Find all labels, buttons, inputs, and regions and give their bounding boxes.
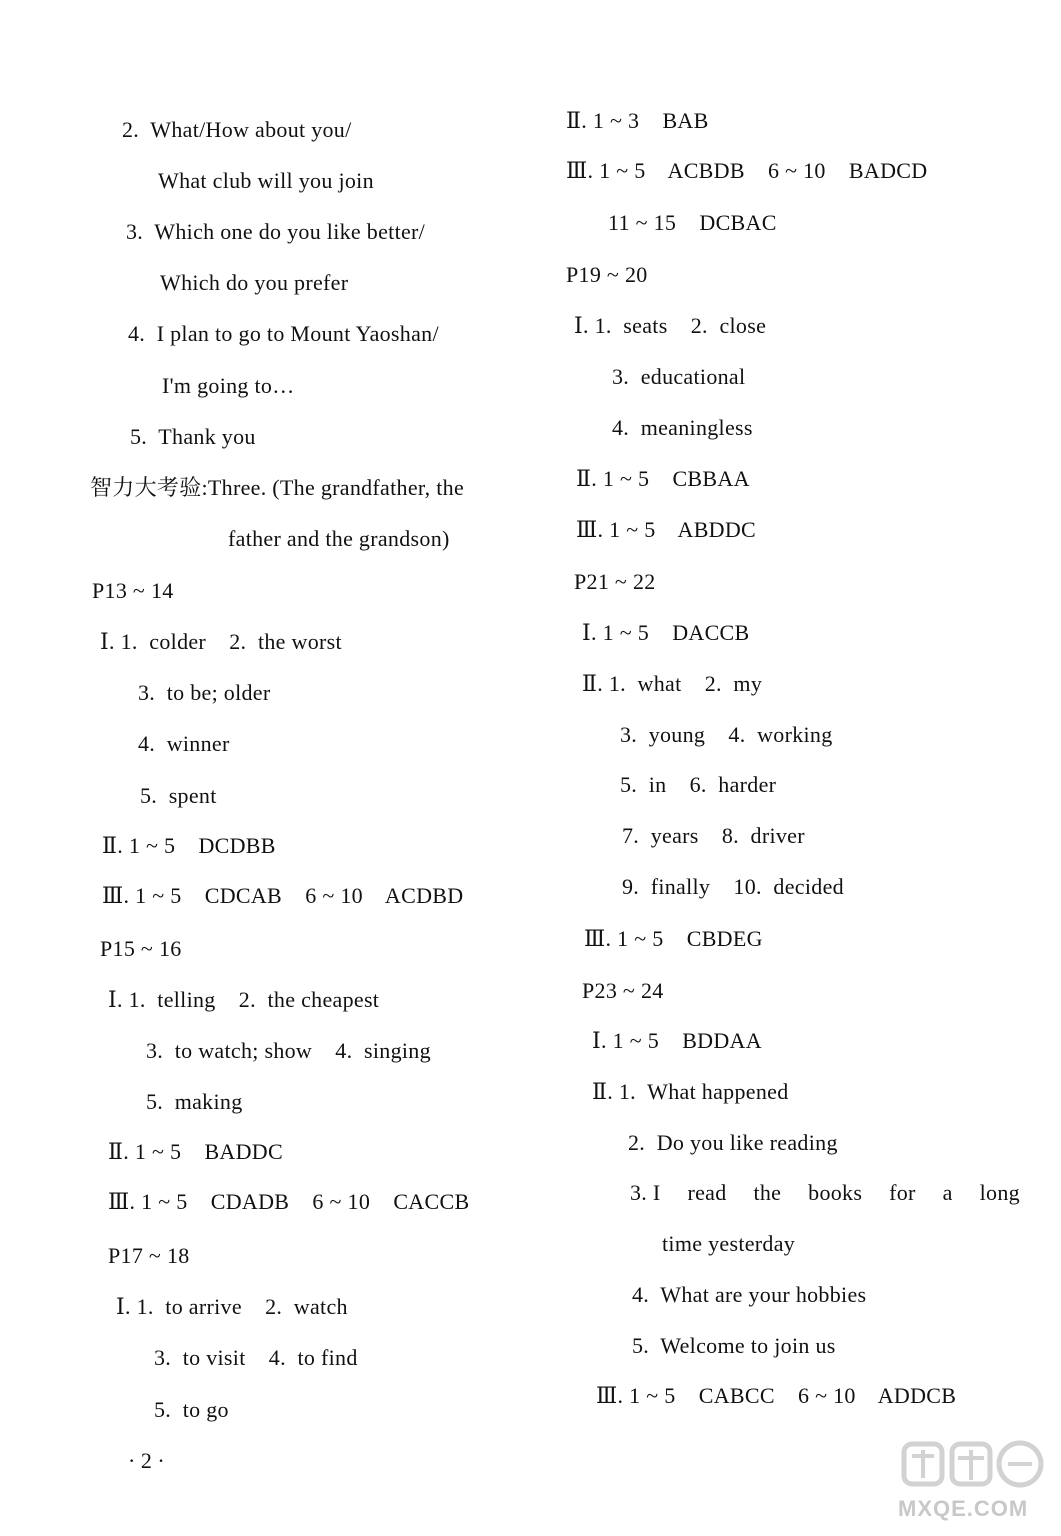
answer-line: 4. What are your hobbies — [632, 1282, 867, 1307]
page-range-heading: P15 ~ 16 — [100, 936, 182, 961]
answer-line: 3. Which one do you like better/ — [126, 219, 426, 244]
answer-line: father and the grandson) — [228, 526, 450, 551]
watermark-text: MXQE.COM — [898, 1496, 1029, 1521]
word: for — [889, 1180, 916, 1205]
word: a — [942, 1180, 953, 1205]
answer-line: Ⅱ. 1 ~ 5 BADDC — [108, 1139, 283, 1164]
answer-line: Ⅱ. 1. what 2. my — [582, 671, 763, 696]
answer-line: Ⅰ. 1. colder 2. the worst — [100, 629, 342, 654]
answer-line: 3. to be; older — [138, 680, 271, 705]
page-range-heading: P23 ~ 24 — [582, 978, 664, 1003]
page-number: · 2 · — [128, 1448, 165, 1473]
answer-line: Which do you prefer — [160, 270, 349, 295]
answer-line: 3. young 4. working — [620, 722, 833, 747]
answer-line: Ⅰ. 1. telling 2. the cheapest — [108, 987, 380, 1012]
answer-line: 4. I plan to go to Mount Yaoshan/ — [128, 321, 439, 346]
word: the — [753, 1180, 782, 1205]
answer-line: Ⅰ. 1 ~ 5 DACCB — [582, 620, 750, 645]
answer-line: 2. Do you like reading — [628, 1130, 838, 1155]
answer-line: 2. What/How about you/ — [122, 117, 352, 142]
answer-line: 4. meaningless — [612, 415, 753, 440]
answer-line: Ⅰ. 1. to arrive 2. watch — [116, 1294, 348, 1319]
answer-line: Ⅲ. 1 ~ 5 ACBDB 6 ~ 10 BADCD — [566, 158, 928, 183]
answer-line: 3. to visit 4. to find — [154, 1345, 358, 1370]
page-range-heading: P17 ~ 18 — [108, 1243, 190, 1268]
answer-line: Ⅱ. 1 ~ 5 CBBAA — [576, 466, 750, 491]
answer-line: Ⅲ. 1 ~ 5 ABDDC — [576, 517, 757, 542]
answer-line: 5. making — [146, 1089, 243, 1114]
answer-line: Ⅱ. 1. What happened — [592, 1079, 789, 1104]
answer-line: 9. finally 10. decided — [622, 874, 844, 899]
answer-line: What club will you join — [158, 168, 374, 193]
answer-line: 3. to watch; show 4. singing — [146, 1038, 431, 1063]
answer-line: Ⅲ. 1 ~ 5 CDCAB 6 ~ 10 ACDBD — [102, 883, 464, 908]
word: 3. I — [630, 1180, 661, 1205]
word: books — [808, 1180, 863, 1205]
page-range-heading: P21 ~ 22 — [574, 569, 656, 594]
answer-line: Ⅲ. 1 ~ 5 CABCC 6 ~ 10 ADDCB — [596, 1383, 957, 1408]
justified-answer-line — [630, 1180, 1020, 1206]
answer-line: 3. educational — [612, 364, 746, 389]
answer-line: 4. winner — [138, 731, 230, 756]
answer-line: Ⅰ. 1 ~ 5 BDDAA — [592, 1028, 762, 1053]
answer-line: Ⅰ. 1. seats 2. close — [574, 313, 767, 338]
answer-line: Ⅱ. 1 ~ 5 DCDBB — [102, 833, 276, 858]
answer-line: Ⅲ. 1 ~ 5 CDADB 6 ~ 10 CACCB — [108, 1189, 470, 1214]
answer-line: I'm going to… — [162, 373, 295, 398]
answer-line: 5. spent — [140, 783, 217, 808]
page-range-heading: P13 ~ 14 — [92, 578, 174, 603]
answer-line: 7. years 8. driver — [622, 823, 805, 848]
answer-line: 5. to go — [154, 1397, 229, 1422]
bonus-question-line: 智力大考验:Three. (The grandfather, the — [90, 475, 465, 500]
word: long — [979, 1180, 1020, 1205]
word: read — [687, 1180, 727, 1205]
answer-line: Ⅲ. 1 ~ 5 CBDEG — [584, 926, 763, 951]
answer-line: 5. Thank you — [130, 424, 256, 449]
answer-line: 5. Welcome to join us — [632, 1333, 836, 1358]
answer-line: Ⅱ. 1 ~ 3 BAB — [566, 108, 709, 133]
page-range-heading: P19 ~ 20 — [566, 262, 648, 287]
answer-line: 11 ~ 15 DCBAC — [608, 210, 777, 235]
answer-line: 5. in 6. harder — [620, 772, 777, 797]
answer-line: time yesterday — [662, 1231, 796, 1256]
